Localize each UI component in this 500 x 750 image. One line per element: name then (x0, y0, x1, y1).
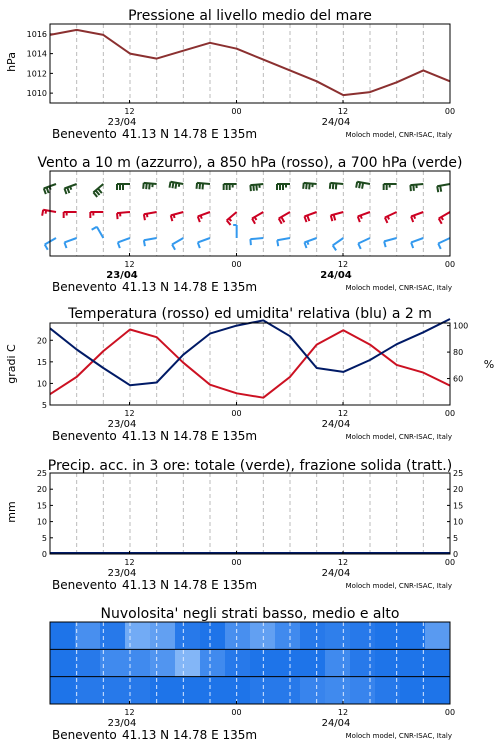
x-tick-label: 12 (337, 558, 349, 567)
barb-flag (277, 240, 278, 246)
cloud-cell (175, 677, 201, 705)
barb-flag (333, 183, 334, 189)
barb-flag (306, 183, 307, 189)
y2-tick-label: 5 (453, 533, 459, 543)
barb-flag (201, 215, 202, 218)
date-label: 24/04 (321, 718, 351, 729)
humidity-ylabel: % (483, 358, 495, 371)
y-tick-label: 0 (41, 550, 47, 559)
cloud-cell (325, 649, 351, 677)
date-label: 23/04 (107, 568, 137, 579)
cloud-cell (350, 677, 376, 705)
wind-title: Vento a 10 m (azzurro), a 850 hPa (rosso), a 700 hPa (verde) (37, 155, 463, 171)
cloud-cell (325, 677, 351, 705)
y-tick-label: 15 (36, 357, 47, 367)
y2-tick-label: 80 (453, 348, 464, 358)
pressure-ylabel: hPa (5, 52, 18, 72)
cloud-cell (75, 649, 101, 677)
barb-shaft (250, 238, 263, 239)
barb-shaft (117, 212, 130, 213)
barb-flag (253, 185, 254, 191)
y-tick-label: 1012 (26, 69, 47, 79)
cloud-cell (300, 622, 326, 650)
barb-flag (303, 183, 304, 189)
cloud-cell (175, 649, 201, 677)
date-label: 23/04 (107, 419, 137, 430)
y-tick-label: 5 (41, 533, 47, 543)
date-label: 23/04 (106, 270, 138, 281)
location-name: Benevento (52, 429, 117, 443)
y-tick-label: 1014 (26, 49, 47, 59)
barb-flag (197, 183, 198, 189)
y2-tick-label: 100 (453, 321, 469, 331)
barb-flag (144, 240, 145, 246)
cloud-cell (75, 677, 101, 705)
cloud-cell (50, 649, 76, 677)
x-tick-label: 00 (444, 260, 456, 269)
cloud-title: Nuvolosita' negli strati basso, medio e alto (100, 606, 400, 622)
y-tick-label: 25 (36, 469, 47, 478)
location-name: Benevento (52, 127, 117, 141)
model-credit: Moloch model, CNR-ISAC, Italy (345, 131, 452, 139)
y2-tick-label: 0 (453, 550, 459, 559)
barb-flag (169, 182, 170, 188)
y-tick-label: 20 (36, 336, 47, 346)
barb-flag (356, 182, 357, 188)
cloud-cell (200, 649, 226, 677)
x-tick-label: 12 (337, 260, 349, 269)
cloud-cell (150, 649, 176, 677)
cloud-cell (200, 677, 226, 705)
y2-tick-label: 20 (453, 485, 464, 495)
date-label: 24/04 (320, 270, 352, 281)
location-coords: 41.13 N 14.78 E 135m (122, 429, 258, 443)
x-tick-label: 00 (231, 558, 242, 567)
cloud-cell (350, 649, 376, 677)
y2-tick-label: 60 (453, 374, 464, 384)
x-tick-label: 12 (337, 107, 349, 116)
temperature-ylabel: gradi C (5, 344, 18, 384)
pressure-title: Pressione al livello medio del mare (128, 8, 372, 24)
x-tick-label: 12 (337, 409, 349, 418)
date-label: 24/04 (321, 117, 351, 128)
cloud-cell (400, 622, 426, 650)
barb-flag (117, 213, 118, 219)
cloud-cell (250, 677, 276, 705)
model-credit: Moloch model, CNR-ISAC, Italy (345, 732, 452, 740)
location-coords: 41.13 N 14.78 E 135m (122, 280, 258, 294)
cloud-cell (275, 649, 301, 677)
barb-flag (359, 182, 360, 188)
barb-flag (256, 185, 257, 191)
y2-tick-label: 25 (453, 469, 464, 478)
y-tick-label: 1010 (26, 89, 47, 99)
barb-flag (200, 183, 201, 189)
x-tick-label: 12 (124, 107, 135, 116)
cloud-cell (225, 677, 251, 705)
cloud-cell (250, 649, 276, 677)
y2-tick-label: 10 (453, 517, 464, 527)
location-coords: 41.13 N 14.78 E 135m (122, 728, 258, 742)
barb-flag (437, 186, 438, 192)
date-label: 24/04 (321, 568, 351, 579)
x-tick-label: 12 (124, 558, 135, 567)
cloud-cell (325, 622, 351, 650)
cloud-cell (350, 622, 376, 650)
barb-flag (179, 183, 180, 186)
x-tick-label: 12 (124, 409, 135, 418)
barb-flag (144, 214, 145, 220)
barb-flag (362, 183, 363, 189)
y-tick-label: 20 (36, 485, 47, 495)
barb-flag (147, 214, 148, 217)
model-credit: Moloch model, CNR-ISAC, Italy (345, 433, 452, 441)
cloud-cell (300, 649, 326, 677)
barb-flag (143, 183, 144, 189)
barb-flag (307, 241, 308, 244)
cloud-cell (300, 677, 326, 705)
barb-flag (361, 215, 362, 218)
x-tick-label: 00 (444, 708, 456, 717)
location-name: Benevento (52, 578, 117, 592)
x-tick-label: 00 (444, 409, 456, 418)
y-tick-label: 10 (36, 517, 47, 527)
cloud-cell (125, 677, 151, 705)
y-tick-label: 10 (36, 379, 47, 389)
barb-flag (309, 183, 310, 189)
cloud-cell (125, 622, 151, 650)
barb-flag (146, 183, 147, 189)
cloud-cell (400, 649, 426, 677)
y-tick-label: 1016 (26, 29, 47, 39)
barb-flag (46, 210, 47, 213)
y-tick-label: 15 (36, 501, 47, 511)
barb-flag (250, 239, 251, 245)
barb-flag (440, 186, 441, 192)
cloud-cell (425, 677, 451, 705)
y2-tick-label: 15 (453, 501, 464, 511)
x-tick-label: 00 (231, 107, 242, 116)
barb-flag (330, 183, 331, 189)
barb-flag (149, 183, 150, 189)
cloud-heatmap (50, 622, 451, 705)
barb-flag (414, 215, 415, 218)
barb-flag (175, 183, 176, 189)
date-label: 24/04 (321, 419, 351, 430)
barb-flag (70, 186, 71, 189)
x-tick-label: 12 (337, 708, 349, 717)
x-tick-label: 12 (124, 260, 135, 269)
location-coords: 41.13 N 14.78 E 135m (122, 578, 258, 592)
cloud-cell (125, 649, 151, 677)
model-credit: Moloch model, CNR-ISAC, Italy (345, 284, 452, 292)
x-tick-label: 00 (231, 260, 242, 269)
cloud-cell (150, 622, 176, 650)
cloud-cell (50, 677, 76, 705)
x-tick-label: 12 (124, 708, 135, 717)
cloud-cell (75, 622, 101, 650)
barb-flag (410, 185, 411, 191)
cloud-cell (50, 622, 76, 650)
x-tick-label: 00 (231, 708, 242, 717)
barb-flag (388, 216, 389, 219)
x-tick-label: 00 (444, 558, 456, 567)
cloud-cell (150, 677, 176, 705)
barb-flag (174, 215, 175, 218)
precipitation-ylabel: mm (5, 501, 18, 523)
model-credit: Moloch model, CNR-ISAC, Italy (345, 582, 452, 590)
date-label: 23/04 (107, 117, 137, 128)
barb-flag (413, 185, 414, 191)
barb-flag (172, 182, 173, 188)
cloud-cell (225, 649, 251, 677)
cloud-cell (175, 622, 201, 650)
x-tick-label: 00 (444, 107, 456, 116)
cloud-cell (250, 622, 276, 650)
cloud-cell (425, 622, 451, 650)
x-tick-label: 00 (231, 409, 242, 418)
location-coords: 41.13 N 14.78 E 135m (122, 127, 258, 141)
cloud-cell (400, 677, 426, 705)
barb-flag (203, 183, 204, 189)
date-label: 23/04 (107, 718, 137, 729)
cloud-cell (200, 622, 226, 650)
barb-flag (42, 210, 43, 216)
cloud-cell (275, 622, 301, 650)
location-name: Benevento (52, 280, 117, 294)
barb-flag (250, 185, 251, 191)
cloud-cell (425, 649, 451, 677)
cloud-cell (225, 622, 251, 650)
cloud-cell (275, 677, 301, 705)
location-name: Benevento (52, 728, 117, 742)
temperature-title: Temperatura (rosso) ed umidita' relativa (blu) a 2 m (68, 306, 432, 322)
y-tick-label: 5 (41, 401, 47, 410)
precipitation-title: Precip. acc. in 3 ore: totale (verde), frazione solida (tratt.) (47, 458, 453, 474)
barb-flag (336, 183, 337, 189)
